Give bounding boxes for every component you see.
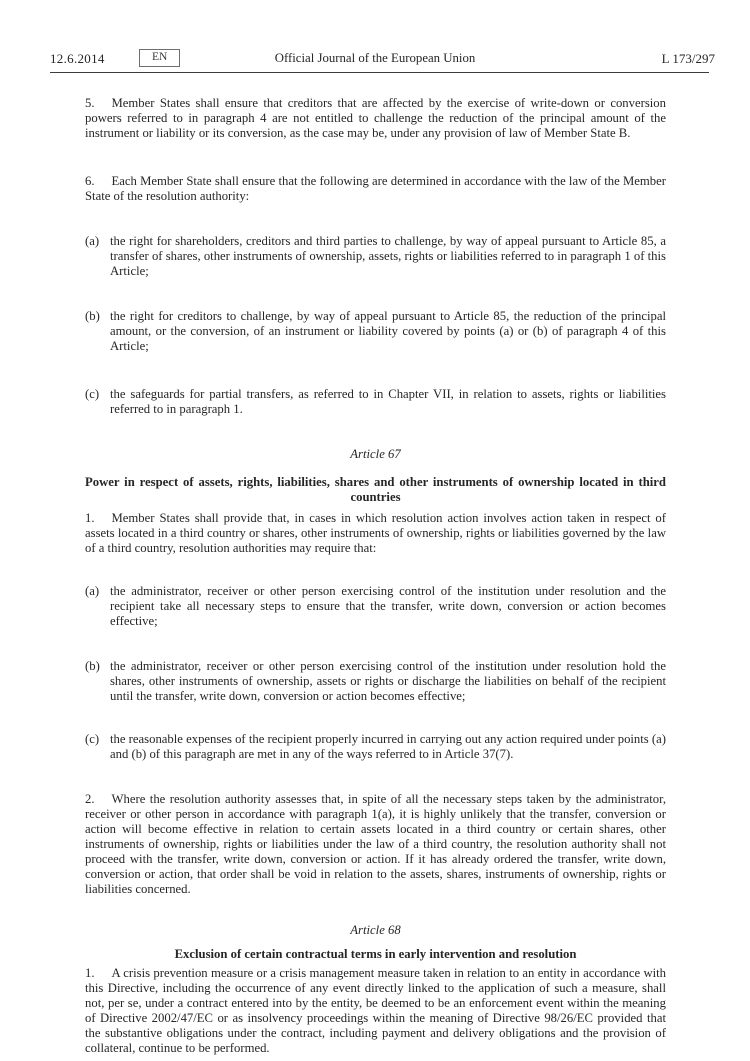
paragraph-text: A crisis prevention measure or a crisis management measure taken in relation to an entity in accordance with this Directive, including the occurrence of any event directly linked to the application of such a measure, shall not, per se, under a contract entered into by the entity, be deemed to be an enforcement event within the meaning of Directive 2002/47/EC or as insolvency proceedings within the meaning of Directive 98/26/EC provided that the substantive obligations under the contract, including payment and delivery obligations and the provision of collateral, continue to be performed. (85, 966, 666, 1055)
paragraph-text: Where the resolution authority assesses that, in spite of all the necessary steps taken by the administrator, receiver or other person in accordance with paragraph 1(a), it is highly unlikely that the transfer, conversion or action will become effective in relation to certain assets located in a third country or certain shares, other instruments of ownership, rights or liabilities under the law of a third country, the resolution authority shall not proceed with the transfer, write down, conversion or action. If it has already ordered the transfer, write down, conversion or action, that order shall be void in relation to the assets, shares, instruments of ownership, rights or liabilities concerned. (85, 792, 666, 896)
paragraph-6 (85, 174, 666, 204)
list-item-label: (a) (85, 584, 100, 598)
paragraph-text: Member States shall provide that, in cases in which resolution action involves action taken in respect of assets located in a third country or shares, other instruments of ownership, rights or liabilities governed by the law of a third country, resolution authorities may require that: (85, 511, 666, 555)
list-item-label: (c) (85, 732, 100, 746)
list-item-b (85, 309, 666, 354)
page-header (0, 0, 750, 74)
list-item-text: the safeguards for partial transfers, as referred to in Chapter VII, in relation to assets, rights or liabilities referred to in paragraph 1. (110, 387, 666, 416)
list-item-text: the right for creditors to challenge, by way of appeal pursuant to Article 85, the reduction of the principal amount, or the conversion, of an instrument or liability covered by points (a) or (b) of paragraph 4 of this Article; (110, 309, 666, 353)
paragraph-number: 6. (85, 174, 95, 188)
list-item-c (85, 387, 666, 417)
paragraph-number: 1. (85, 511, 95, 525)
language-badge: EN (139, 49, 180, 67)
article-67-label: Article 67 (350, 447, 401, 461)
list-item-text: the administrator, receiver or other person exercising control of the institution under resolution hold the shares, other instruments of ownership, assets or rights or discharge the liabilities on behalf of the recipient until the transfer, write down, conversion or action becomes effective; (110, 659, 666, 703)
paragraph-text: Each Member State shall ensure that the following are determined in accordance with the law of the Member State of the resolution authority: (85, 174, 666, 203)
list-item-b (85, 659, 666, 704)
list-item-a (85, 234, 666, 279)
journal-title: Official Journal of the European Union (274, 51, 476, 65)
paragraph-text: Member States shall ensure that creditors that are affected by the exercise of write-down or conversion powers referred to in paragraph 4 are not entitled to challenge the reduction of the principal amount of the instrument or liability or its conversion, as the case may be, under any provision of law of Member State B. (85, 96, 666, 140)
article-67-paragraph-1 (85, 511, 666, 556)
paragraph-number: 1. (85, 966, 95, 980)
list-item-label: (b) (85, 659, 100, 673)
header-date: 12.6.2014 (50, 51, 105, 66)
page-reference: L 173/297 (661, 51, 715, 66)
list-item-label: (c) (85, 387, 100, 401)
list-item-c (85, 732, 666, 762)
list-item-a (85, 584, 666, 629)
article-67-title: Power in respect of assets, rights, liabilities, shares and other instruments of ownership located in third countries (85, 475, 666, 504)
paragraph-5 (85, 96, 666, 141)
document-body (85, 96, 666, 1056)
paragraph-number: 2. (85, 792, 95, 806)
article-68-paragraph-1 (85, 966, 666, 1056)
paragraph-number: 5. (85, 96, 95, 110)
header-rule (50, 72, 709, 73)
article-68-title: Exclusion of certain contractual terms in early intervention and resolution (174, 947, 577, 961)
list-item-label: (b) (85, 309, 100, 323)
article-68-label: Article 68 (350, 923, 401, 937)
list-item-text: the reasonable expenses of the recipient properly incurred in carrying out any action required under points (a) and (b) of this paragraph are met in any of the ways referred to in Article 37(7). (110, 732, 666, 761)
article-67-paragraph-2 (85, 792, 666, 897)
list-item-label: (a) (85, 234, 100, 248)
list-item-text: the right for shareholders, creditors and third parties to challenge, by way of appeal pursuant to Article 85, a transfer of shares, other instruments of ownership, assets, rights or liabilities referred to in paragraph 1 of this Article; (110, 234, 666, 278)
list-item-text: the administrator, receiver or other person exercising control of the institution under resolution and the recipient take all necessary steps to ensure that the transfer, write down, conversion or action becomes effective; (110, 584, 666, 628)
